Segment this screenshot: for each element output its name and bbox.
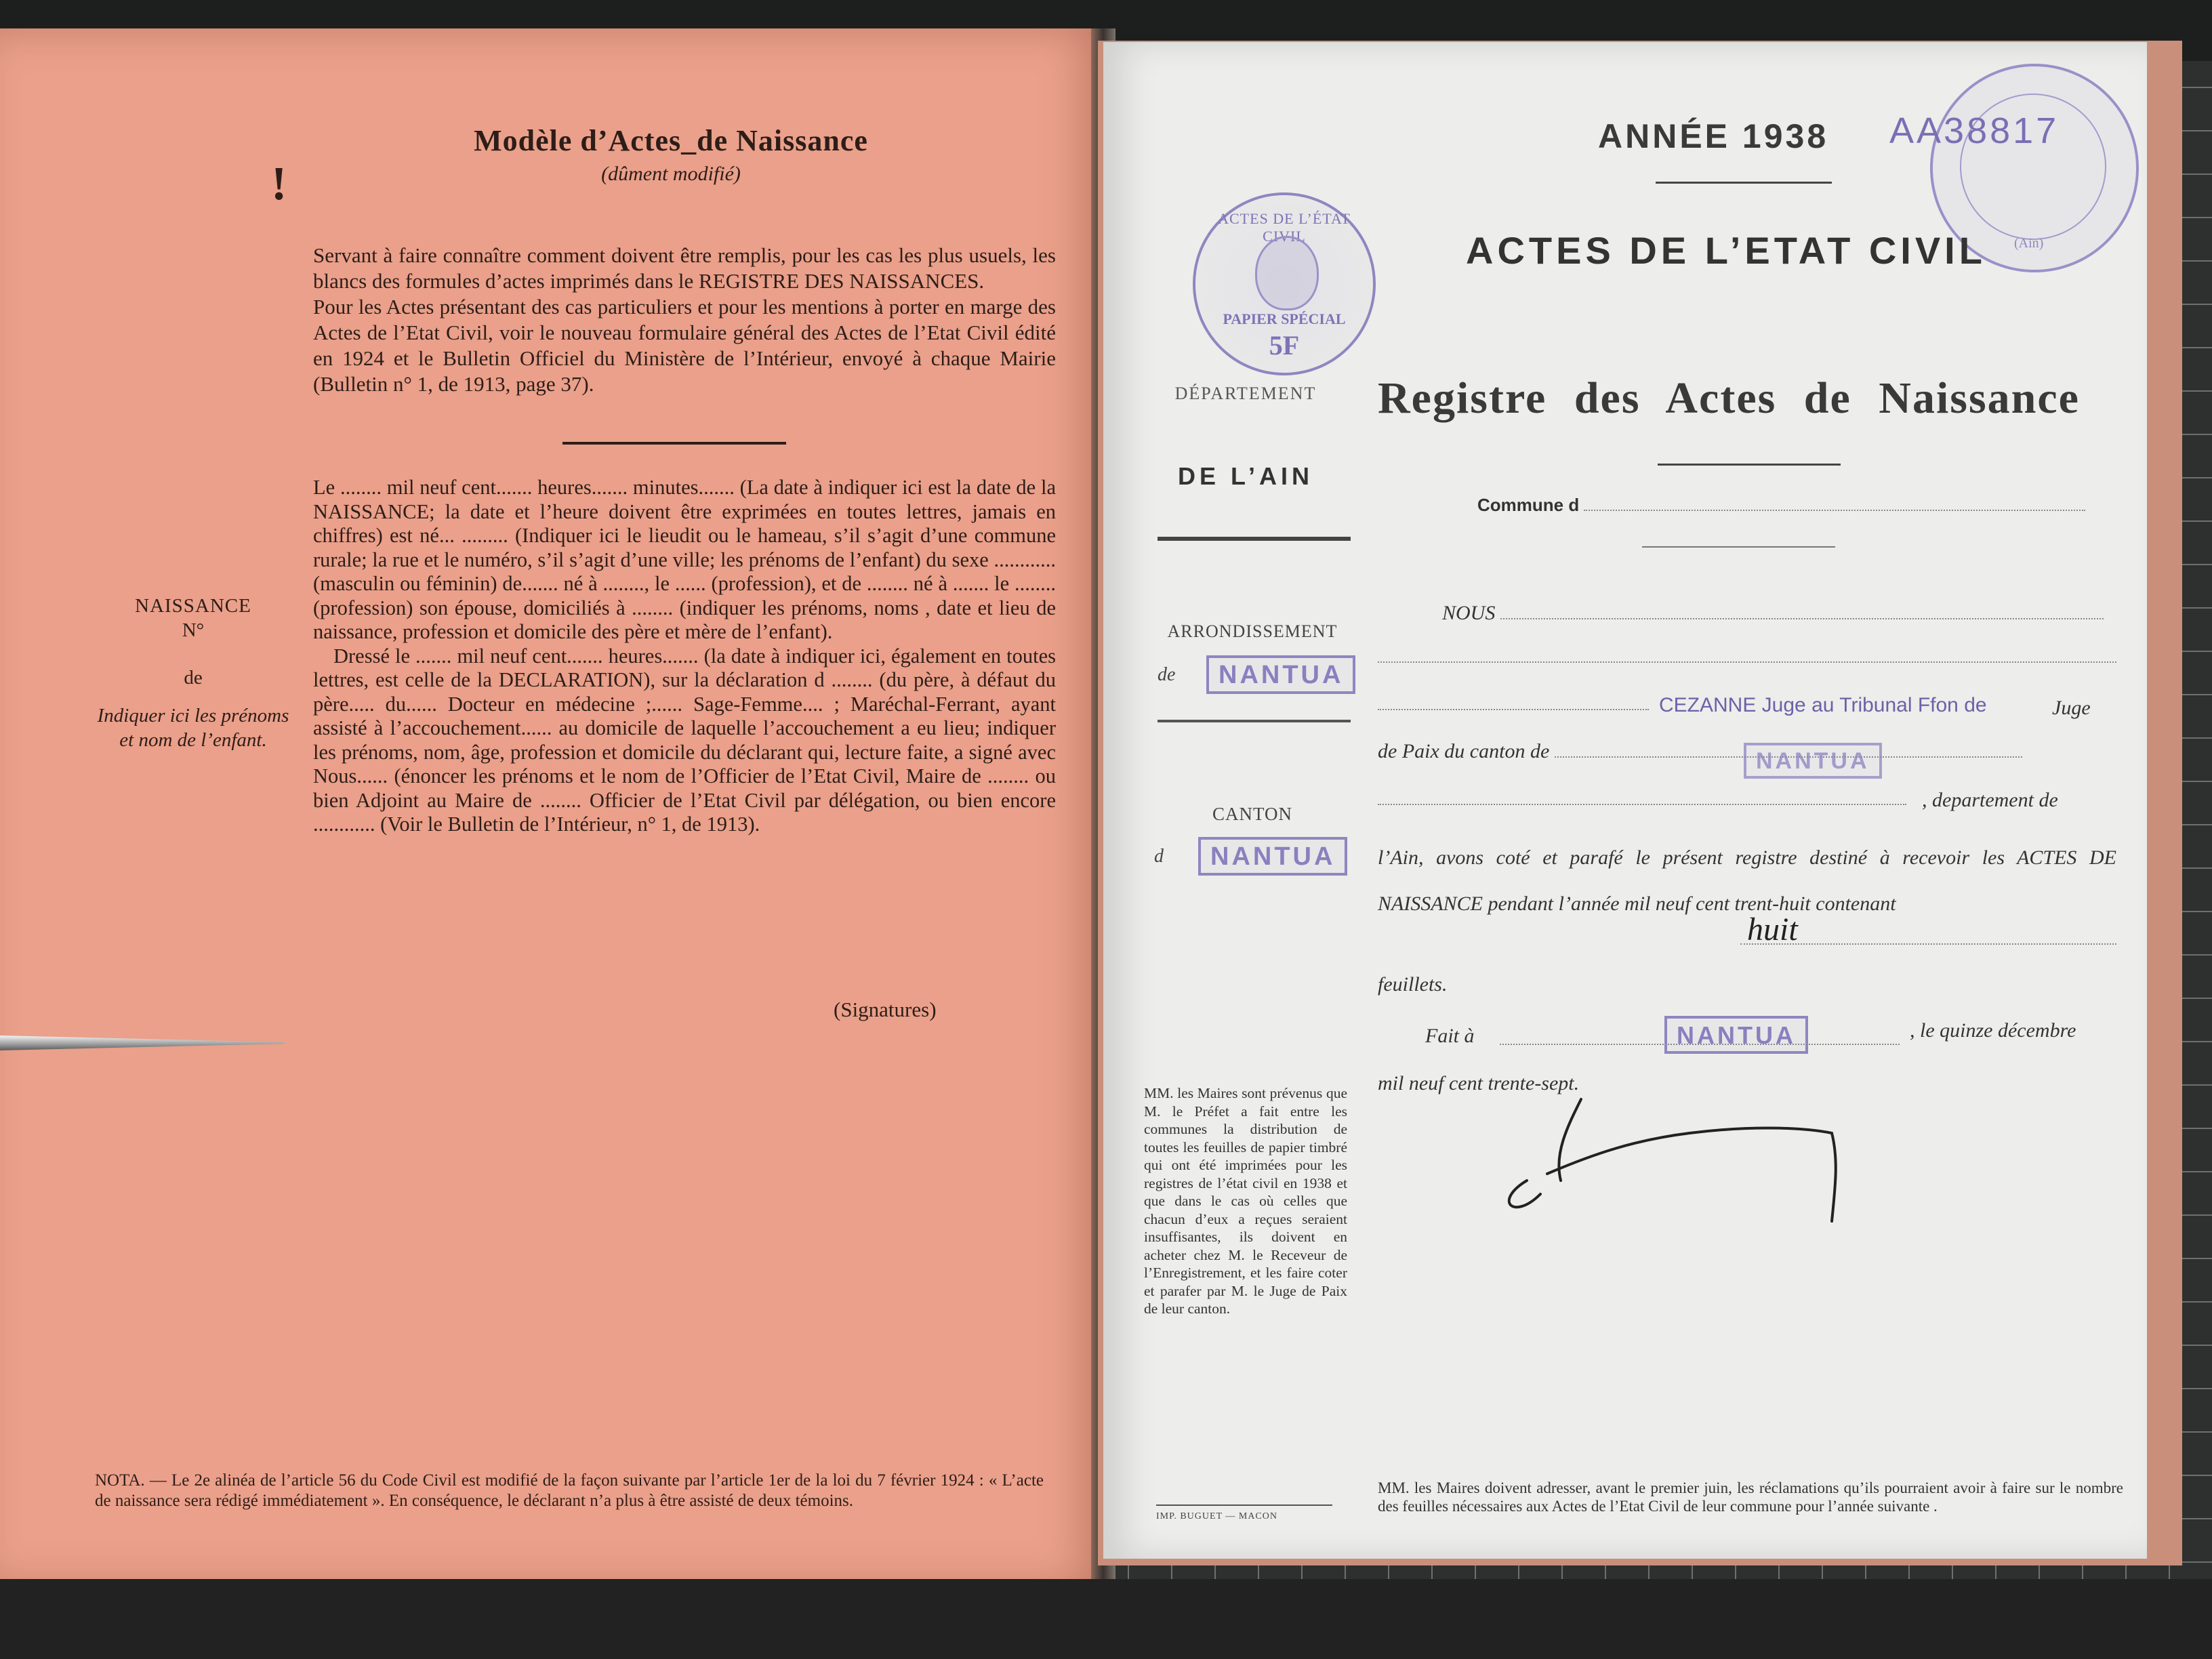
commune-label: Commune d bbox=[1477, 495, 1580, 515]
divider bbox=[1642, 546, 1835, 548]
margin-de-label: de bbox=[184, 667, 203, 689]
margin-number-label: N° bbox=[182, 619, 205, 641]
divider bbox=[1158, 720, 1351, 722]
arrondissement-label: ARRONDISSEMENT bbox=[1167, 621, 1338, 641]
paix-label: de Paix du canton de bbox=[1378, 740, 1550, 762]
departement-value: DE L’AIN bbox=[1177, 462, 1313, 490]
divider bbox=[1656, 182, 1832, 184]
register-title: Registre des Actes de Naissance bbox=[1378, 373, 2080, 423]
blank-line bbox=[1378, 661, 2116, 663]
nantua-stamp-fait: NANTUA bbox=[1664, 1016, 1808, 1054]
page-title: Modèle d’Actes_de Naissance bbox=[474, 124, 868, 157]
judge-name-stamp: CEZANNE Juge au Tribunal Ffon de bbox=[1659, 694, 1987, 716]
maires-notice: MM. les Maires sont prévenus que M. le Préfet a fait entre les communes la distribution de toutes les feuilles de papier timbré qui ont été imprimées pour les registres de l’état civil en 1938 et que dans le cas où celles que chacun d’eux a reçues seraient insuffisantes, ils doivent en acheter chez M. le Receveur de l’Enregistrement, et les faire coter et parafer par M. le Juge de Paix de leur canton. bbox=[1144, 1085, 1347, 1317]
intro-text bbox=[313, 243, 1056, 397]
commune-field bbox=[1477, 495, 2085, 516]
departement-de-label: , departement de bbox=[1922, 789, 2058, 811]
blank-line bbox=[1378, 804, 1906, 805]
signatures-label: (Signatures) bbox=[834, 998, 937, 1021]
date-label: , le quinze décembre bbox=[1910, 1019, 2076, 1042]
left-page bbox=[0, 28, 1103, 1587]
margin-naissance-label: NAISSANCE bbox=[135, 595, 251, 617]
commune-line bbox=[1584, 510, 2085, 511]
tax-seal-stamp bbox=[1193, 192, 1376, 375]
model-body bbox=[313, 476, 1056, 837]
nantua-stamp-arrondissement: NANTUA bbox=[1206, 655, 1355, 694]
seal-price: 5F bbox=[1269, 330, 1300, 361]
year-heading: ANNÉE 1938 bbox=[1598, 117, 1829, 155]
margin-naissance bbox=[95, 594, 291, 752]
divider bbox=[1156, 1504, 1332, 1506]
seal-caption: ACTES DE L’ÉTAT CIVIL bbox=[1218, 210, 1351, 245]
nous-field bbox=[1442, 602, 2104, 625]
canton-prefix: d bbox=[1154, 846, 1164, 867]
arrondissement-prefix: de bbox=[1158, 664, 1176, 685]
blank-line bbox=[1378, 709, 1649, 710]
nantua-stamp-canton: NANTUA bbox=[1198, 837, 1347, 876]
intro-paragraph-1: Servant à faire connaître comment doivent être remplis, pour les cas les plus usuels, les blancs des formules d’actes imprimés dans le REGISTRE DES NAISSANCES. bbox=[313, 243, 1056, 293]
margin-instruction: Indiquer ici les prénoms et nom de l’enfant. bbox=[97, 705, 289, 751]
nota-footnote: NOTA. — Le 2e alinéa de l’article 56 du Code Civil est modifié de la façon suivante par l’article 1er de la loi du 7 février 1924 : « L’acte de naissance sera rédigé immédiatement ». En conséquence, le déclarant n’a plus à être assisté de deux témoins. bbox=[95, 1471, 1044, 1510]
register-number-stamp: AA38817 bbox=[1889, 110, 2060, 151]
divider bbox=[1158, 537, 1351, 541]
feuillets-label: feuillets. bbox=[1378, 973, 1448, 996]
declaration-text: l’Ain, avons coté et parafé le présent registre destiné à recevoir les ACTES DE NAISSANCE pendant l’année mil neuf cent trent-huit contenant bbox=[1378, 846, 2116, 915]
maires-bottom-notice: MM. les Maires doivent adresser, avant le premier juin, les réclamations qu’ils pourraient avoir à faire sur le nombre des feuilles nécessaires aux Actes de l’Etat Civil de leur commune pour l’année suivante . bbox=[1378, 1479, 2123, 1515]
divider bbox=[562, 442, 786, 445]
intro-paragraph-2: Pour les Actes présentant des cas particuliers et pour les mentions à porter en marge des Actes de l’Etat Civil, voir le nouveau formulaire général des Actes de l’Etat Civil édité en 1924 et le Bulletin Officiel du Ministère de l’Intérieur, envoyé à chaque Mairie (Bulletin n° 1, de 1913, page 37). bbox=[313, 295, 1056, 396]
page-subtitle: (dûment modifié) bbox=[601, 163, 741, 185]
nous-line bbox=[1500, 618, 2104, 619]
right-page bbox=[1103, 42, 2147, 1559]
round-stamp-text: (Ain) bbox=[2014, 236, 2044, 251]
model-paragraph-2: Dressé le ....... mil neuf cent....... heures....... (la date à indiquer ici, également en toutes lettres, est celle de la DECLARATION), sur la déclaration d ........ (du père, à défaut du père..... du...... Docteur en médecine ;...... Sage-Femme.... ; Maréchal-Ferrant, ayant assisté à l’accouchement...... au domicile de laquelle l’accouchement a eu lieu; indiquer les prénoms, nom, âge, profession et domicile du déclarant qui, lecture faite, a signé avec Nous...... (énoncer les prénoms et le nom de l’Officier de l’Etat Civil, Maire de ........ ou bien Adjoint au Maire de ........ Officier de l’Etat Civil par délégation, ou bien encore ............ (Voir le Bulletin de l’Intérieur, n° 1, de 1913). bbox=[313, 644, 1056, 836]
seal-papier-label: PAPIER SPÉCIAL bbox=[1223, 310, 1346, 327]
divider bbox=[1658, 464, 1841, 466]
printer-credit: IMP. BUGUET — MACON bbox=[1156, 1511, 1277, 1521]
paix-field bbox=[1378, 740, 2022, 763]
fait-label: Fait à bbox=[1425, 1025, 1475, 1047]
nous-label: NOUS bbox=[1442, 602, 1496, 624]
year-text: mil neuf cent trente-sept. bbox=[1378, 1072, 1580, 1094]
departement-label: DÉPARTEMENT bbox=[1174, 384, 1317, 403]
actes-heading: ACTES DE L’ETAT CIVIL bbox=[1466, 229, 1986, 272]
handwritten-signature bbox=[1391, 1086, 1866, 1235]
juge-label: Juge bbox=[2052, 697, 2091, 719]
bottom-shadow bbox=[0, 1579, 2212, 1659]
marianne-portrait bbox=[1255, 236, 1319, 310]
handwritten-count: huit bbox=[1747, 912, 1798, 947]
model-paragraph-1: Le ........ mil neuf cent....... heures....... minutes....... (La date à indiquer ici est la date de la NAISSANCE; la date et l’heure doivent être exprimées en toutes lettres, jamais en chiffres) est né... ......... (Indiquer ici le lieudit ou le hameau, s’il s’agit d’une commune rurale; la rue et le numéro, s’il s’agit d’une ville; les prénoms de l’enfant) du sexe ............ (masculin ou féminin) de....... né à ........, le ...... (profession), et de ........ né à ....... le ........ (profession) son épouse, domiciliés à ........ (indiquer les prénoms, noms , date et lieu de naissance, profession et domicile des père et mère de l’enfant). bbox=[313, 476, 1056, 643]
nantua-stamp-paix: NANTUA bbox=[1744, 743, 1882, 779]
canton-label: CANTON bbox=[1212, 804, 1292, 824]
handwritten-mark: ! bbox=[271, 158, 287, 210]
